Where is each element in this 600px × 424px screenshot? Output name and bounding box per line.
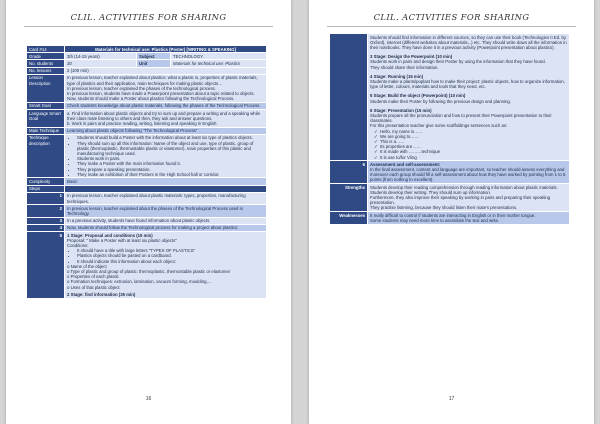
lesson-description: [65, 74, 267, 102]
stage3-text2: They should share their information.: [370, 64, 439, 70]
lang-goal-line: b. Work in pairs and practice reading, writing, listening and speaking in English.: [67, 120, 218, 126]
object-info-line: o Name of the object: [67, 263, 107, 269]
page-header: CLIL. ACTIVITIES FOR SHARING: [24, 12, 273, 27]
strength-line: Students develop their reading comprehension through reading information about plastic materials.: [370, 184, 558, 190]
stage1-conditions: Conditions:: [67, 243, 89, 248]
weakness-line: It really difficult to control if students are interacting in English or in their mother tongue.: [370, 212, 536, 218]
technique-item: • They make an exhibition of their Posters in the High School hall or corridor.: [77, 172, 264, 177]
technique-item: • They make a Poster with the main information found it.: [77, 161, 264, 166]
unit-value: Materials for technical use: Plastics: [171, 60, 267, 67]
condition-item: • It should indicate this information about each object:: [77, 259, 264, 264]
strengths-label: Strengths: [330, 184, 368, 212]
condition-item: • It should have a title with large letters "TYPES OF PLASTICS": [77, 248, 264, 253]
object-info-line: o Formation techniques: extrusion, lamination, vacuum forming, moulding,…: [67, 279, 212, 285]
scaffold-sentence: ✓ We are going to……: [380, 134, 567, 139]
object-info-line: o Uses of that plastic object: [67, 284, 120, 290]
technique-item: • They prepare a speaking presentation.: [77, 167, 264, 172]
step-stage1: [65, 232, 267, 298]
stages-cell: [368, 34, 570, 161]
smart-goal-label: Smart Goal: [27, 102, 65, 109]
assessment-text: In the final assessment, content and language are important, so teacher should assess everything and moreover each group should fill a self-assessment about how they have worked by pointing from 1 to 5 points (from nothing to excellent).: [370, 166, 566, 183]
object-info-line: o Properties of each plastic: [67, 274, 119, 280]
scaffold-sentence: ✓ Its properties are……: [380, 144, 567, 149]
page-number: 16: [145, 396, 152, 402]
students-value: 30: [65, 60, 137, 67]
lang-goal-line: a. Find information about plastic objects and try to sum up and prepare a writing and a speaking while their class mate listening to others and then, they ask and answer questions.: [67, 110, 260, 121]
step-text: In a previous activity, students have found information about plastic objects.: [65, 217, 267, 224]
step-text: In previous lesson, teacher explained about plastic materials: types, properties, manufacturing techniques.: [65, 192, 267, 204]
step-number: 4: [27, 224, 65, 231]
subject-value: TECHNOLOGY: [171, 53, 267, 60]
technique-item: • They should sum up all this information: Name of the object and use, type of plastic, group of plastic (thermoplastic, thermostable plastic or elastomer), main properties of this plastic and manufacturing technique used.: [77, 141, 264, 157]
main-technique-text: Learning about plastic objects following "The Technological Process": [65, 127, 267, 134]
strength-line: Furthermore, they also improve their speaking by working in pairs and preparing their speaking presentation.: [370, 194, 551, 206]
lessons-value: 2 (100 min): [65, 67, 267, 74]
assessment-title: Assessment and self-assessment:: [370, 161, 441, 167]
steps-label: Steps: [27, 185, 65, 192]
desc-line: In previous lesson, teacher explained the phases of the technological process.: [67, 85, 216, 91]
weaknesses-label: Weaknesses: [330, 212, 368, 224]
unit-label: Unit: [137, 60, 171, 67]
stage4-text: Students make a plants/poplast how to make their project: plastic objects, how to organize information, type of letter, colours, materials and tools that they need, etc.: [370, 78, 565, 90]
step-number: 5: [27, 232, 65, 298]
technique-item: • Students work in pairs.: [77, 156, 264, 161]
stage5-text: Students make their Poster by following the previous design and planning.: [370, 98, 511, 104]
page-right: [309, 0, 594, 424]
step-number-cell: [330, 34, 368, 161]
step-number: 1: [27, 192, 65, 204]
lesson-description-label: Lesson Description: [27, 74, 65, 102]
stage3-text: Students work in pairs and design their Poster by using the information that they have found.: [370, 59, 546, 65]
strength-line: Students develop their writing. They should sum up information.: [370, 189, 492, 195]
condition-item: • Plastics objects should be pasted on a cardboard.: [77, 253, 264, 258]
step-number: 6: [330, 161, 368, 184]
smart-goal-text: Check students knowledge about plastic materials, following the phases of the Technological Process.: [65, 102, 267, 109]
desc-line: Now, students should make a Poster about plastics following the Technological Process.: [67, 96, 235, 102]
complexity-label: Complexity: [27, 178, 65, 185]
scaffold-sentence: ✓ It is use to/for V/ing: [380, 155, 567, 160]
stage6-text: Students prepare all the pronunciation and how to present their Powerpoint presentation to their classmates.: [370, 112, 552, 124]
assessment-cell: [368, 161, 570, 184]
stage5-title: 5 Stage: Build the object (Powerpoint) (10 min): [370, 93, 466, 99]
step-text: In previous lesson, teacher explained about the phases of the Technological Process used in Technology.: [65, 205, 267, 217]
activity-card-table: [26, 45, 267, 299]
page-number: 17: [448, 396, 455, 402]
card-title: Materials for technical use: Plastics (Poster) [WRITING & SPEAKING]: [65, 46, 267, 53]
language-goal: [65, 110, 267, 128]
object-info-line: o Type of plastic and group of plastic: thermoplastic, thermostable plastic or elastomer: [67, 269, 231, 275]
stage1-proposal: Proposal: " Make a Poster with at least six plastic objects": [67, 237, 177, 243]
strength-line: They practise listening, because they should listen their mate's presentations.: [370, 205, 518, 211]
weaknesses-cell: [368, 212, 570, 224]
technique-description-label: Technique description: [27, 134, 65, 178]
stage6-title: 6 Stage: Presentation (15 min): [370, 107, 432, 113]
stage4-title: 4 Stage: Running (15 min): [370, 73, 423, 79]
stage2-title: 2 Stage: find information (35 min): [67, 291, 136, 297]
subject-label: Subject: [137, 53, 171, 60]
step-number: 3: [27, 217, 65, 224]
lessons-label: No. lessons: [27, 67, 65, 74]
stage2-text: Students should find information in different sources, so they can use their book (Technologies II Ed. by Oxford), internet (different websites about materials,..) etc. They should write down all the information in their notebooks. They have done it in a previous activity (Powerpoint presentation about plastics).: [370, 34, 567, 50]
main-technique-label: Main Technique: [27, 127, 65, 134]
activity-card-table-continued: [329, 33, 570, 225]
language-goal-label: Language Smart Goal: [27, 110, 65, 128]
weakness-line: Some students may need more time to assimilate the text and write.: [370, 217, 500, 223]
stage6-text2: For this presentation teacher give some scaffoldings sentences such as:: [370, 123, 508, 129]
desc-line: In previous lesson, teacher explained about plastics: what a plastic is, properties of plastic materials, type of plastics and their application, main techniques for making plastic objects…: [67, 75, 258, 86]
scaffold-sentence: ✓ Hello, my name is……: [380, 129, 567, 134]
students-label: No. students: [27, 60, 65, 67]
complexity-value: Basic: [65, 178, 267, 185]
grade-value: 3th (14-15 years): [65, 53, 137, 60]
steps-header-fill: [65, 185, 267, 192]
desc-line: In previous lesson, students have made a Powerpoint presentation about a topic related to objects.: [67, 90, 255, 96]
page-header: CLIL. ACTIVITIES FOR SHARING: [327, 12, 576, 27]
scaffold-sentence: ✓ This is a……: [380, 139, 567, 144]
strengths-cell: [368, 184, 570, 212]
step-number: 2: [27, 205, 65, 217]
page-left: [6, 0, 291, 424]
stage3-title: 3 Stage: Design the Powerpoint (10 min): [370, 54, 453, 60]
card-label: Card #14: [27, 46, 65, 53]
stage1-title: 1 Stage: Proposal and conditions (15 min): [67, 232, 153, 238]
technique-item: • Students should build a Poster with the information about at least six type of plastics objects.: [77, 135, 264, 140]
scaffold-sentence: ✓ It is made with ………technique: [380, 149, 567, 154]
technique-description: [65, 134, 267, 178]
step-text: Now, students should follow the Technological process for making a project about plastics:: [65, 224, 267, 231]
grade-label: Grade: [27, 53, 65, 60]
